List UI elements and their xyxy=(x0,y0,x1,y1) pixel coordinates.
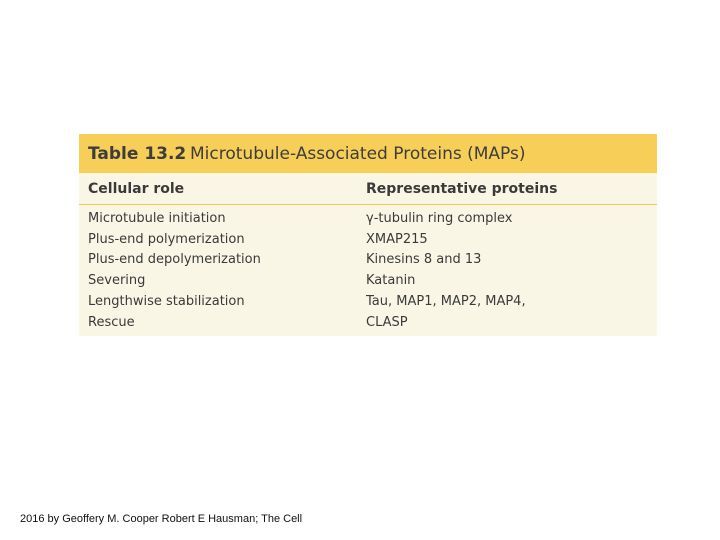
table-row xyxy=(79,229,657,250)
table-row xyxy=(79,312,657,333)
table-row xyxy=(79,270,657,291)
representative-proteins-cell: Katanin xyxy=(366,273,416,289)
table-row xyxy=(79,291,657,312)
table-row xyxy=(79,208,657,229)
representative-proteins-cell: Tau, MAP1, MAP2, MAP4, xyxy=(366,294,526,310)
table-header xyxy=(79,134,657,173)
representative-proteins-cell: XMAP215 xyxy=(366,231,428,247)
representative-proteins-cell: γ-tubulin ring complex xyxy=(366,210,513,226)
representative-proteins-cell: Kinesins 8 and 13 xyxy=(366,252,482,268)
maps-table xyxy=(79,134,657,336)
representative-proteins-cell: CLASP xyxy=(366,314,408,330)
column-header-representative-proteins: Representative proteins xyxy=(366,180,558,197)
table-body xyxy=(79,205,657,333)
column-header-cellular-role: Cellular role xyxy=(88,180,185,197)
column-header-row xyxy=(79,173,657,205)
cellular-role-cell: Severing xyxy=(88,273,146,289)
table-row xyxy=(79,250,657,271)
cellular-role-cell: Plus-end depolymerization xyxy=(88,252,261,268)
cellular-role-cell: Lengthwise stabilization xyxy=(88,294,245,310)
cellular-role-cell: Plus-end polymerization xyxy=(88,231,245,247)
table-title: Microtubule-Associated Proteins (MAPs) xyxy=(190,143,526,164)
source-credit: 2016 by Geoffery M. Cooper Robert E Hausman; The Cell xyxy=(20,513,303,525)
table-number: Table 13.2 xyxy=(88,143,187,164)
cellular-role-cell: Rescue xyxy=(88,314,135,330)
cellular-role-cell: Microtubule initiation xyxy=(88,210,226,226)
